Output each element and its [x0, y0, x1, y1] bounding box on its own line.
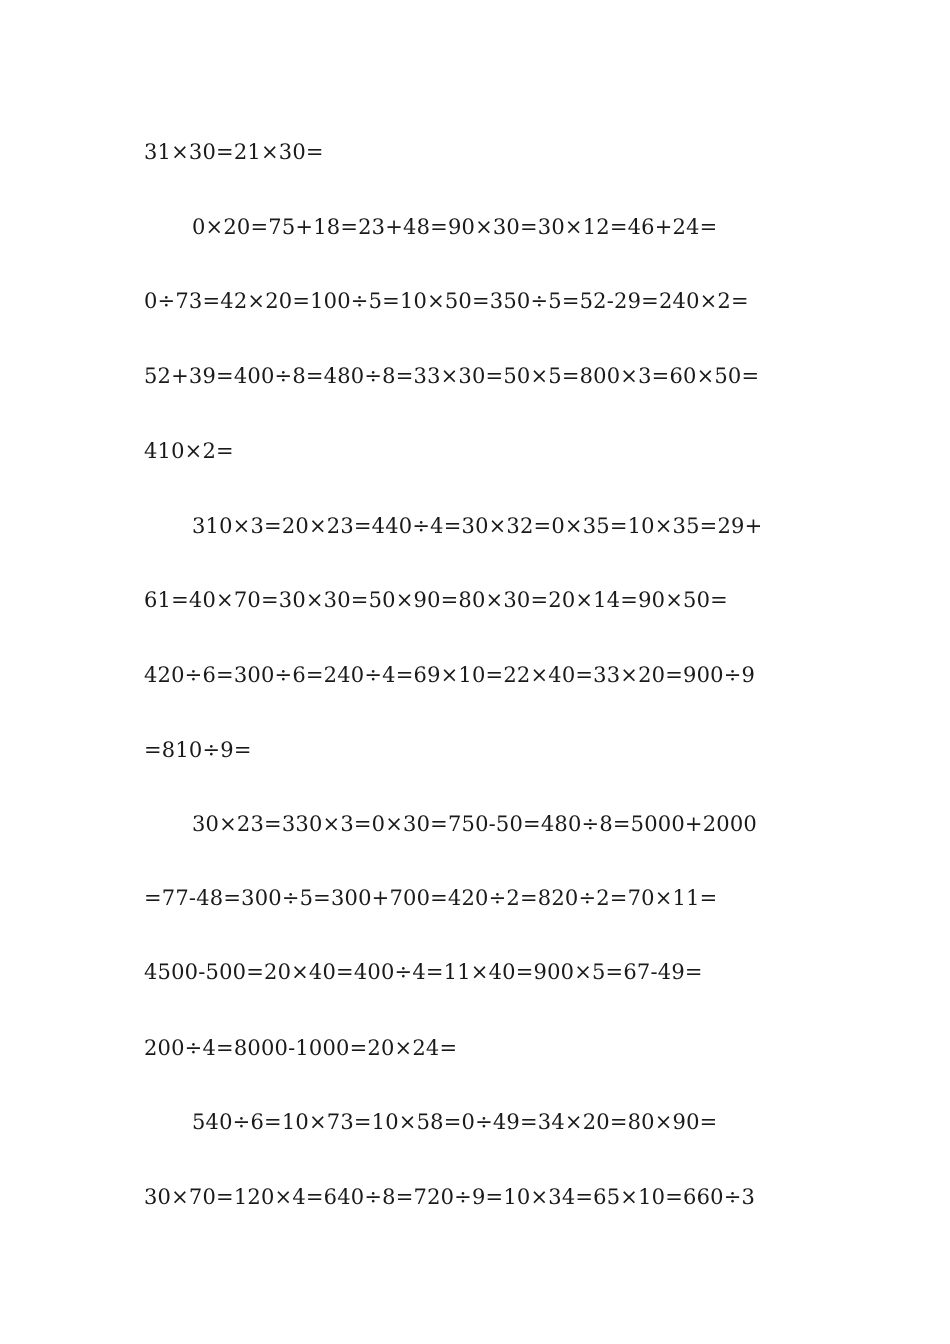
text-line-3: 0÷73=42×20=100÷5=10×50=350÷5=52-29=240×2=	[144, 289, 749, 313]
text-line-13: 200÷4=8000-1000=20×24=	[144, 1036, 458, 1060]
text-line-4: 52+39=400÷8=480÷8=33×30=50×5=800×3=60×50=	[144, 364, 760, 388]
text-line-12: 4500-500=20×40=400÷4=11×40=900×5=67-49=	[144, 960, 703, 984]
text-line-2: 0×20=75+18=23+48=90×30=30×12=46+24=	[192, 215, 718, 239]
text-line-5: 410×2=	[144, 439, 234, 463]
text-line-8: 420÷6=300÷6=240÷4=69×10=22×40=33×20=900÷9	[144, 663, 756, 687]
text-line-1: 31×30=21×30=	[144, 140, 324, 164]
text-line-7: 61=40×70=30×30=50×90=80×30=20×14=90×50=	[144, 588, 728, 612]
text-line-6: 310×3=20×23=440÷4=30×32=0×35=10×35=29+	[192, 514, 763, 538]
text-line-14: 540÷6=10×73=10×58=0÷49=34×20=80×90=	[192, 1110, 718, 1134]
text-line-10: 30×23=330×3=0×30=750-50=480÷8=5000+2000	[192, 812, 757, 836]
text-line-9: =810÷9=	[144, 738, 252, 762]
text-line-11: =77-48=300÷5=300+700=420÷2=820÷2=70×11=	[144, 886, 718, 910]
text-line-15: 30×70=120×4=640÷8=720÷9=10×34=65×10=660÷3	[144, 1185, 756, 1209]
